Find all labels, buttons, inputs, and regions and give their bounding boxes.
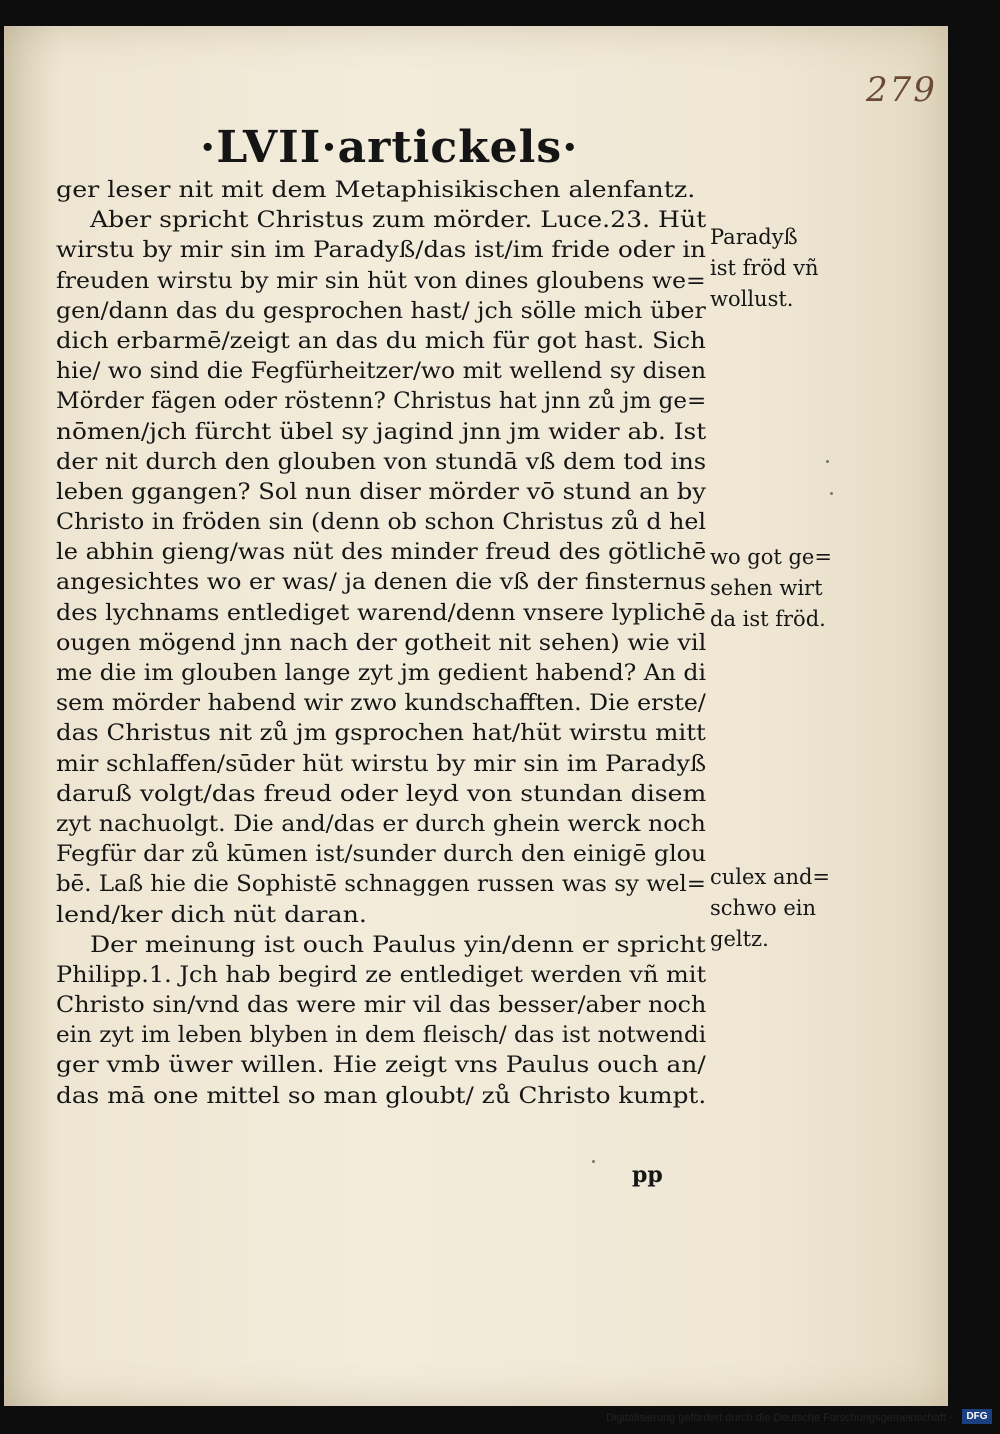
text-line: das mā one mittel so man gloubt/ zů Christo kumpt. [56, 1083, 707, 1109]
margin-note-line: Paradyß [710, 225, 798, 249]
text-line: freuden wirstu by mir sin hüt von dines gloubens we= [56, 268, 706, 294]
margin-note-line: wollust. [710, 287, 794, 311]
main-text-block [56, 176, 716, 1112]
text-line: Philipp.1. Jch hab begird ze entlediget werden vñ mit [56, 962, 707, 988]
margin-note-line: da ist fröd. [710, 607, 826, 631]
text-line: ougen mögend jnn nach der gotheit nit sehen) wie vil [56, 630, 707, 656]
text-line: Christo in fröden sin (denn ob schon Christus zů d hel [56, 510, 706, 536]
margin-note-line: sehen wirt [710, 576, 823, 600]
margin-note-paradise [710, 222, 860, 315]
margin-note-culex [710, 862, 860, 955]
text-line: bē. Laß hie die Sophistē schnaggen russen was sy wel= [56, 872, 706, 898]
ink-speck [592, 1160, 595, 1163]
text-line: ger leser nit mit dem Metaphisikischen alenfantz. [56, 178, 696, 203]
text-line: Christo sin/vnd das were mir vil das besser/aber noch [56, 993, 707, 1019]
digitization-credit: Digitalisierung gefördert durch die Deutsche Forschungsgemeinschaft · [606, 1412, 953, 1424]
text-line: Fegfür dar zů kūmen ist/sunder durch den einigē glou [56, 842, 707, 868]
text-line: me die im glouben lange zyt jm gedient habend? An di [56, 661, 707, 686]
text-line: sem mörder habend wir zwo kundschafften. Die erste/ [56, 691, 706, 717]
text-line: leben ggangen? Sol nun diser mörder vō stund an by [56, 479, 706, 505]
margin-note-line: wo got ge= [710, 545, 832, 569]
text-line: le abhin gieng/was nüt des minder freud des götlichē [56, 540, 707, 566]
text-line: des lychnams entlediget warend/denn vnsere lyplichē [56, 600, 706, 626]
text-line: nōmen/jch fürcht übel sy jagind jnn jm wider ab. Ist [56, 419, 707, 445]
text-line: zyt nachuolgt. Die and/das er durch ghein werck noch [56, 811, 706, 837]
catchword: pp [632, 1162, 663, 1188]
text-line: Mörder fägen oder röstenn? Christus hat jnn zů jm ge= [56, 389, 707, 415]
text-line: ein zyt im leben blyben in dem fleisch/ das ist notwendi [56, 1023, 707, 1049]
book-page [4, 26, 948, 1406]
text-line: lend/ker dich nüt daran. [56, 902, 367, 928]
margin-note-line: culex and= [710, 865, 831, 889]
margin-note-god-seen [710, 542, 860, 635]
dfg-logo: DFG [962, 1409, 992, 1424]
text-line: gen/dann das du gesprochen hast/ jch sölle mich über [56, 298, 706, 324]
text-line: Aber spricht Christus zum mörder. Luce.23. Hüt [90, 208, 707, 234]
margin-note-line: schwo ein [710, 896, 817, 920]
text-line: daruß volgt/das freud oder leyd von stundan disem [56, 781, 707, 807]
folio-number: 279 [866, 70, 937, 110]
text-line: Der meinung ist ouch Paulus yin/denn er spricht [90, 932, 706, 958]
margin-note-line: geltz. [710, 927, 769, 951]
text-line: ger vmb üwer willen. Hie zeigt vns Paulus ouch an/ [56, 1053, 706, 1079]
text-line: das Christus nit zů jm gsprochen hat/hüt wirstu mitt [56, 721, 706, 747]
text-line: wirstu by mir sin im Paradyß/das ist/im fride oder in [56, 238, 706, 264]
text-line: hie/ wo sind die Fegfürheitzer/wo mit wellend sy disen [56, 359, 707, 385]
margin-note-line: ist fröd vñ [710, 256, 819, 280]
running-heading: ·LVII·artickels· [200, 122, 579, 173]
ink-speck [830, 492, 833, 495]
text-line: mir schlaffen/sūder hüt wirstu by mir sin im Paradyß [56, 751, 707, 777]
text-line: angesichtes wo er was/ ja denen die vß der finsternus [56, 570, 707, 596]
text-line: der nit durch den glouben von stundā vß dem tod ins [56, 449, 707, 475]
text-line: dich erbarmē/zeigt an das du mich für got hast. Sich [56, 328, 706, 354]
ink-speck [826, 460, 829, 463]
